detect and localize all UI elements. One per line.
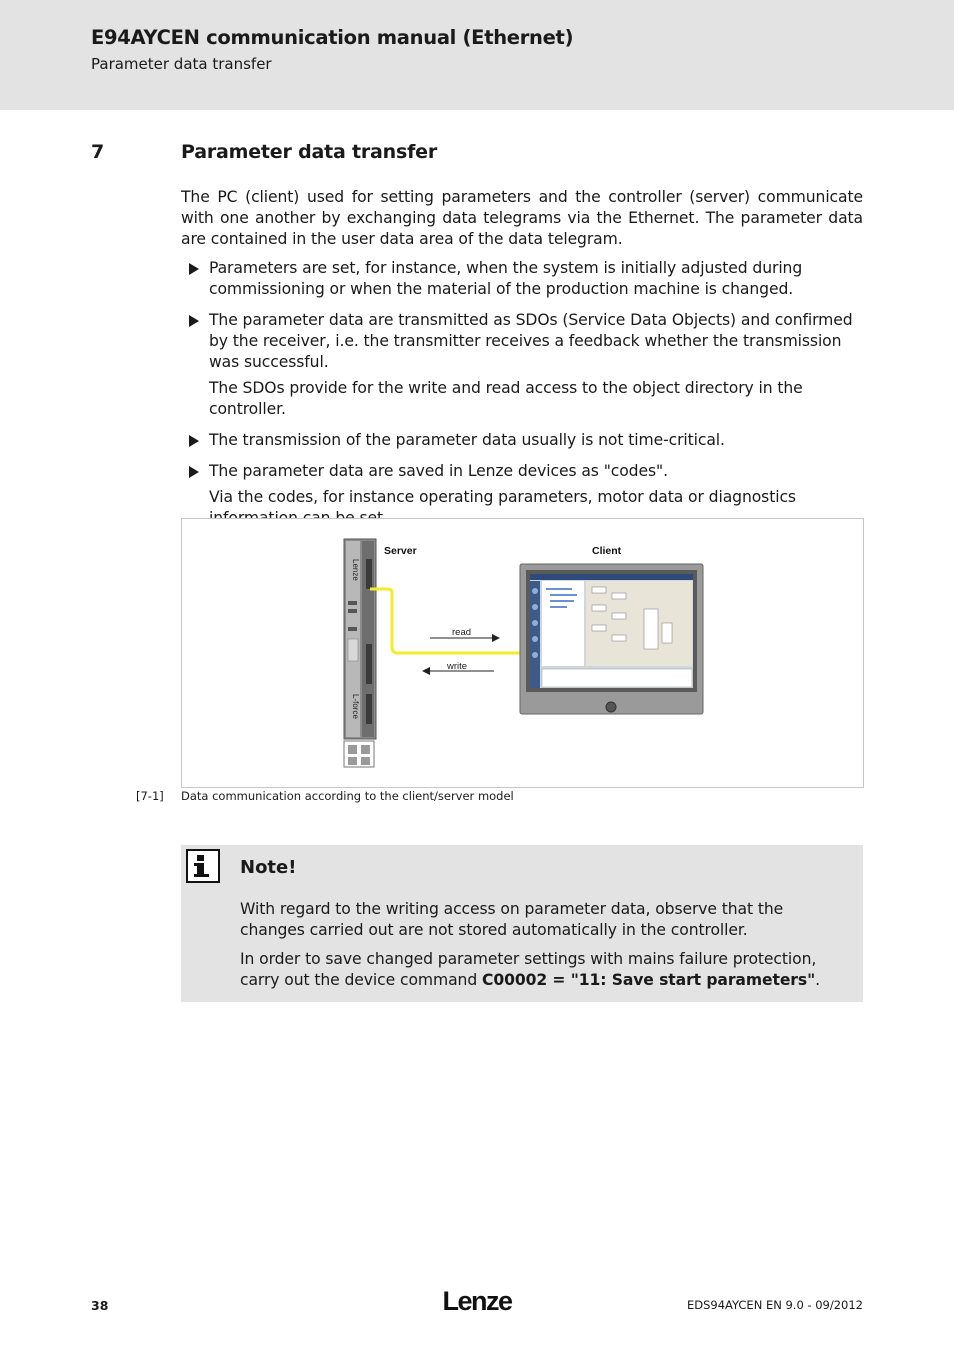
- note-box: [181, 845, 863, 1002]
- chapter-number: 7: [91, 141, 105, 163]
- ethernet-cable: [370, 589, 522, 653]
- list-item: [181, 258, 863, 300]
- bullet-arrow-icon: [189, 435, 199, 447]
- intro-paragraph: The PC (client) used for setting parameters and the controller (server) communicate with one another by exchanging data telegrams via the Ethernet. The parameter data are contained in the user data area of the data telegram.: [181, 188, 863, 248]
- figure-client-server: [181, 518, 864, 788]
- note-text: In order to save changed parameter settings with mains failure protection, carry out the device command: [240, 950, 817, 989]
- list-item-extra-text: Via the codes, for instance operating parameters, motor data or diagnostics: [209, 488, 796, 506]
- device-command: C00002 = "11: Save start parameters": [481, 971, 816, 989]
- document-title: E94AYCEN communication manual (Ethernet): [91, 26, 574, 49]
- document-subtitle: Parameter data transfer: [91, 55, 272, 73]
- bullet-arrow-icon: [189, 466, 199, 478]
- note-paragraph: [240, 949, 850, 991]
- note-title: Note!: [240, 857, 297, 878]
- figure-caption-number: [7-1]: [136, 789, 164, 803]
- lenze-logo: [437, 1286, 517, 1316]
- list-item-text: Parameters are set, for instance, when the system is initially adjusted during commissioning or when the material of the production machine is changed.: [209, 259, 803, 298]
- client-panel-pc: [520, 564, 703, 714]
- note-text: .: [815, 971, 820, 989]
- page-number: 38: [91, 1298, 109, 1313]
- client-server-diagram: [182, 519, 863, 787]
- page-header: [0, 0, 954, 110]
- list-item: [181, 430, 863, 451]
- server-label: Server: [384, 545, 417, 557]
- server-device: [344, 539, 376, 767]
- list-item: [181, 310, 863, 420]
- chapter-title: Parameter data transfer: [181, 141, 438, 163]
- list-item-extra-text: The SDOs provide for the write and read access to the object directory in the controller.: [209, 379, 803, 418]
- document-reference: EDS94AYCEN EN 9.0 - 09/2012: [686, 1298, 863, 1312]
- note-paragraph: With regard to the writing access on parameter data, observe that the changes carried out are not stored automatically in the controller.: [240, 900, 784, 939]
- list-item-text: The transmission of the parameter data usually is not time-critical.: [209, 431, 725, 449]
- write-label: write: [447, 661, 468, 672]
- read-label: read: [452, 627, 472, 638]
- list-item-text: The parameter data are saved in Lenze devices as "codes".: [209, 462, 668, 480]
- figure-caption: Data communication according to the client/server model: [181, 789, 514, 803]
- read-arrowhead-icon: [492, 634, 500, 642]
- bullet-arrow-icon: [189, 263, 199, 275]
- bullet-list: [181, 258, 863, 539]
- server-brand-label: Lenze: [351, 559, 360, 581]
- bullet-arrow-icon: [189, 315, 199, 327]
- info-icon: [186, 849, 220, 883]
- write-arrowhead-icon: [422, 667, 430, 675]
- list-item-text: The parameter data are transmitted as SDOs (Service Data Objects) and confirmed by the receiver, i.e. the transmitter receives a feedback whether the transmission was successful.: [209, 311, 853, 371]
- logo-text: Lenze: [442, 1286, 512, 1316]
- server-model-label: L-force: [351, 694, 360, 719]
- client-label: Client: [592, 545, 622, 557]
